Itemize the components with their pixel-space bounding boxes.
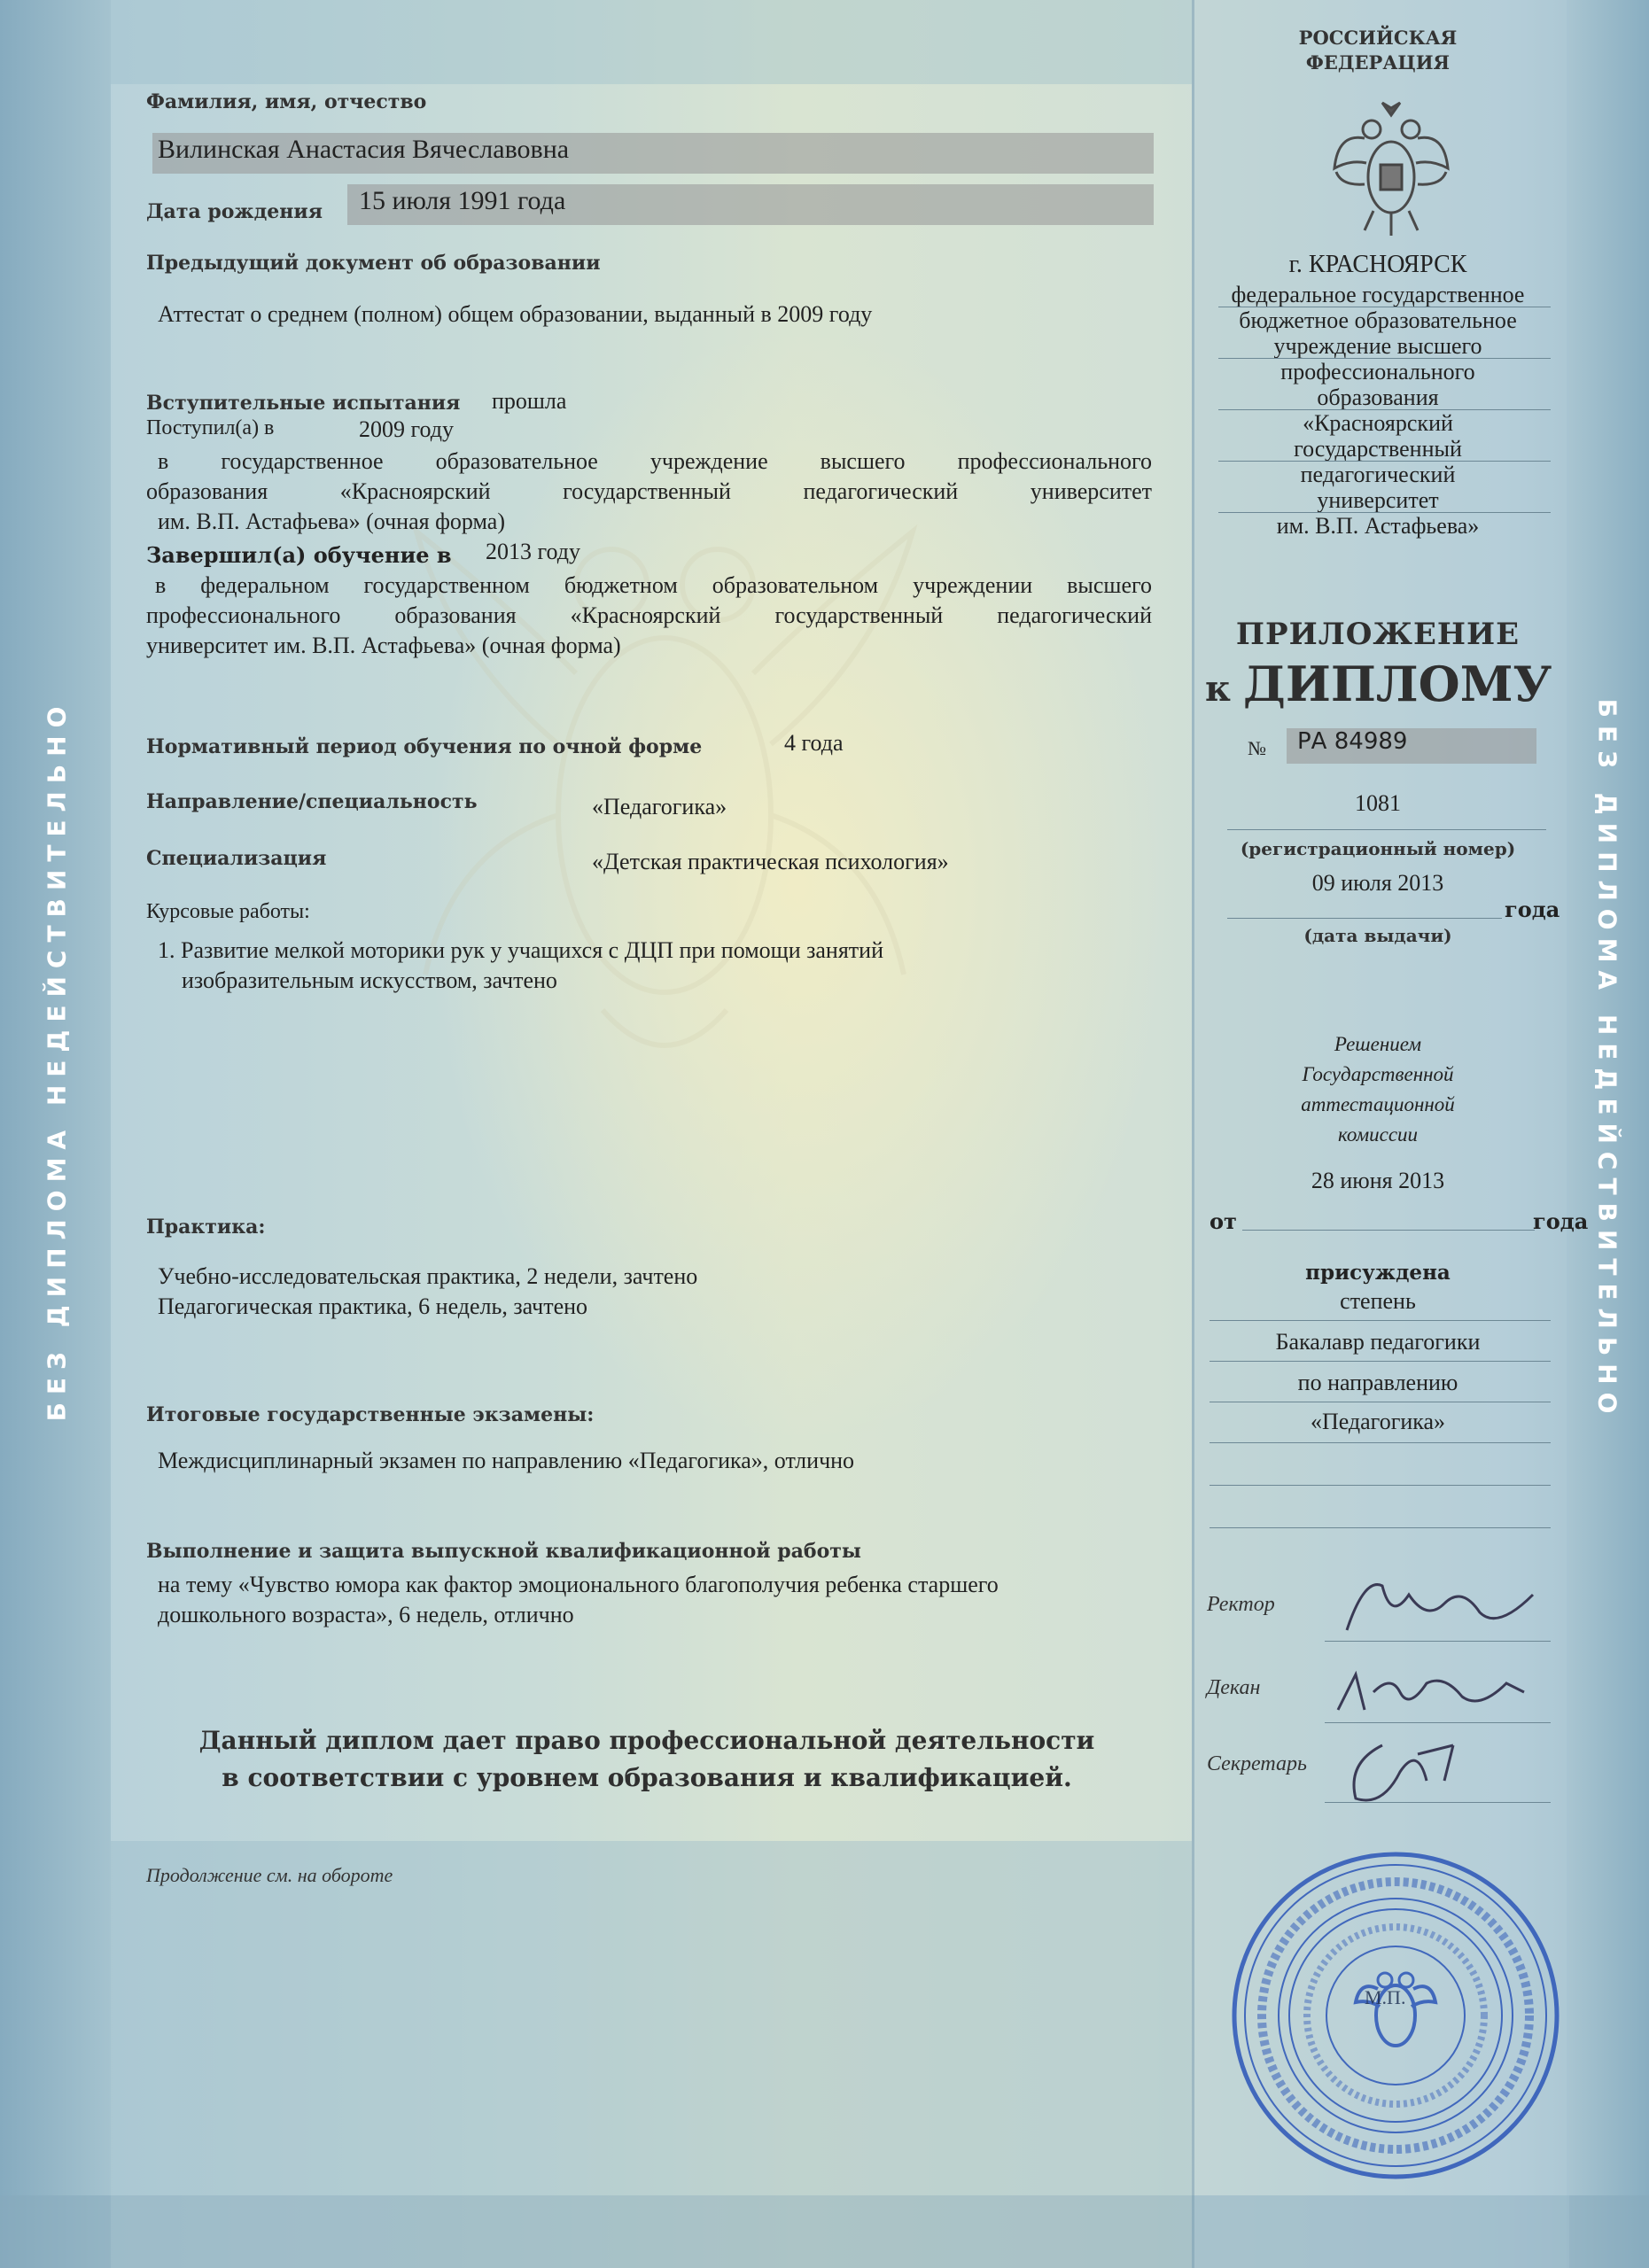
institution-line: учреждение высшего bbox=[1273, 333, 1482, 359]
final-exams-label: Итоговые государственные экзамены: bbox=[146, 1403, 595, 1426]
specialization-value: «Детская практическая психология» bbox=[592, 849, 949, 874]
completion-label: Завершил(а) обучение в bbox=[146, 542, 452, 568]
bottom-band bbox=[111, 1841, 1192, 2195]
final-exams-value: Междисциплинарный экзамен по направлению «Педагогика», отлично bbox=[158, 1448, 855, 1473]
rule bbox=[1210, 1485, 1551, 1486]
entrance-exams-value: прошла bbox=[492, 388, 567, 414]
secretary-label: Секретарь bbox=[1207, 1752, 1307, 1775]
rule bbox=[1218, 461, 1551, 462]
completion-line-3: университет им. В.П. Астафьева» (очная форма) bbox=[146, 633, 621, 658]
reg-number: 1081 bbox=[1355, 790, 1401, 816]
official-seal-icon bbox=[1227, 1847, 1564, 2184]
decision-year-suffix: года bbox=[1533, 1208, 1589, 1234]
by-direction: по направлению bbox=[1297, 1370, 1458, 1395]
rule bbox=[1210, 1320, 1551, 1321]
entered-line-1: в государственное образовательное учреждение высшего профессионального bbox=[158, 448, 1152, 474]
supplement-subtitle bbox=[1205, 656, 1551, 712]
institution-line: педагогический bbox=[1300, 462, 1456, 487]
institution-line: «Красноярский bbox=[1303, 410, 1453, 436]
reg-number-label: (регистрационный номер) bbox=[1240, 838, 1516, 859]
title-k: к bbox=[1205, 668, 1231, 710]
institution-line: профессионального bbox=[1280, 359, 1475, 384]
decision-line: Решением bbox=[1334, 1033, 1422, 1055]
coursework-label: Курсовые работы: bbox=[146, 900, 310, 923]
thesis-line-2: дошкольного возраста», 6 недель, отлично bbox=[158, 1602, 574, 1627]
awarded-line: присуждена bbox=[1305, 1261, 1451, 1285]
entered-line-2: образования «Красноярский государственный педагогический университет bbox=[146, 478, 1152, 504]
rule bbox=[1218, 409, 1551, 410]
decision-from: от bbox=[1210, 1208, 1237, 1234]
country-line-2: ФЕДЕРАЦИЯ bbox=[1305, 51, 1451, 74]
decision-line: комиссии bbox=[1337, 1123, 1419, 1146]
thesis-line-1: на тему «Чувство юмора как фактор эмоционального благополучия ребенка старшего bbox=[158, 1572, 999, 1597]
seal-center-text: М.П. bbox=[1365, 1986, 1406, 2008]
full-name: Вилинская Анастасия Вячеславовна bbox=[158, 135, 570, 164]
period-value: 4 года bbox=[784, 730, 844, 756]
awarded-line: степень bbox=[1340, 1288, 1416, 1314]
degree-direction: «Педагогика» bbox=[1310, 1409, 1446, 1434]
degree: Бакалавр педагогики bbox=[1275, 1329, 1481, 1355]
rights-line-2: в соответствии с уровнем образования и квалификацией. bbox=[222, 1763, 1072, 1792]
rule bbox=[1242, 1230, 1535, 1231]
decision-line: аттестационной bbox=[1301, 1093, 1455, 1115]
coursework-item-line-2: изобразительным искусством, зачтено bbox=[182, 967, 557, 993]
diploma-number: РА 84989 bbox=[1297, 728, 1408, 755]
rule bbox=[1227, 918, 1502, 919]
rector-label: Ректор bbox=[1207, 1593, 1275, 1616]
dob-value: 15 июля 1991 года bbox=[359, 186, 566, 215]
rights-line-1: Данный диплом дает право профессиональной деятельности bbox=[198, 1726, 1095, 1755]
supplement-title: ПРИЛОЖЕНИЕ bbox=[1235, 617, 1521, 652]
rule bbox=[1218, 512, 1551, 513]
direction-label: Направление/специальность bbox=[146, 790, 478, 813]
decision-line: Государственной bbox=[1302, 1063, 1454, 1085]
coursework-item-line-1: 1. Развитие мелкой моторики рук у учащихся с ДЦП при помощи занятий bbox=[158, 937, 883, 963]
issue-date-label: (дата выдачи) bbox=[1303, 925, 1452, 946]
rule bbox=[1218, 358, 1551, 359]
thesis-label: Выполнение и защита выпускной квалификационной работы bbox=[146, 1540, 861, 1563]
period-label: Нормативный период обучения по очной форме bbox=[146, 735, 703, 758]
completion-year: 2013 году bbox=[486, 539, 580, 564]
dob-label: Дата рождения bbox=[146, 200, 323, 223]
number-sign: № bbox=[1248, 737, 1266, 759]
right-margin-text: БЕЗ ДИПЛОМА НЕДЕЙСТВИТЕЛЬНО bbox=[1592, 698, 1622, 1422]
entered-line-3: им. В.П. Астафьева» (очная форма) bbox=[158, 509, 505, 534]
prev-doc-value: Аттестат о среднем (полном) общем образовании, выданный в 2009 году bbox=[158, 301, 873, 327]
decision-date: 28 июня 2013 bbox=[1311, 1168, 1445, 1193]
rule bbox=[1210, 1527, 1551, 1528]
direction-value: «Педагогика» bbox=[592, 794, 727, 819]
completion-line-1: в федеральном государственном бюджетном образовательном учреждении высшего bbox=[155, 572, 1152, 598]
issue-date: 09 июля 2013 bbox=[1311, 870, 1444, 896]
dean-signature-icon bbox=[1329, 1657, 1542, 1728]
institution-line: бюджетное образовательное bbox=[1239, 307, 1517, 333]
prev-doc-label: Предыдущий документ об образовании bbox=[146, 252, 601, 275]
institution-line: им. В.П. Астафьева» bbox=[1276, 513, 1480, 539]
institution-line: государственный bbox=[1294, 436, 1462, 462]
specialization-label: Специализация bbox=[146, 847, 327, 870]
institution-line: университет bbox=[1317, 487, 1439, 513]
double-headed-eagle-icon bbox=[1329, 97, 1453, 239]
entered-label: Поступил(а) в bbox=[146, 416, 275, 439]
name-label: Фамилия, имя, отчество bbox=[146, 90, 427, 113]
rector-signature-icon bbox=[1329, 1568, 1551, 1648]
left-margin-text: БЕЗ ДИПЛОМА НЕДЕЙСТВИТЕЛЬНО bbox=[42, 698, 72, 1422]
entered-year: 2009 году bbox=[359, 416, 454, 442]
secretary-signature-icon bbox=[1329, 1728, 1489, 1816]
practice-item-1: Учебно-исследовательская практика, 2 недели, зачтено bbox=[158, 1263, 698, 1289]
top-band bbox=[111, 0, 1192, 84]
rule bbox=[1227, 829, 1546, 830]
entrance-exams-label: Вступительные испытания bbox=[146, 392, 461, 415]
rule bbox=[1210, 1442, 1551, 1443]
country-line-1: РОССИЙСКАЯ bbox=[1298, 27, 1458, 49]
continuation-note: Продолжение см. на обороте bbox=[146, 1864, 393, 1886]
institution-line: образования bbox=[1317, 384, 1439, 410]
practice-item-2: Педагогическая практика, 6 недель, зачтено bbox=[158, 1293, 588, 1319]
issue-year-suffix: года bbox=[1505, 897, 1560, 922]
rule bbox=[1210, 1361, 1551, 1362]
completion-line-2: профессионального образования «Красноярский государственный педагогический bbox=[146, 602, 1152, 628]
institution-line: федеральное государственное bbox=[1231, 282, 1525, 307]
dean-label: Декан bbox=[1207, 1676, 1261, 1699]
title-diploma: ДИПЛОМУ bbox=[1242, 656, 1552, 712]
city: г. КРАСНОЯРСК bbox=[1288, 251, 1467, 278]
practice-label: Практика: bbox=[146, 1216, 266, 1239]
